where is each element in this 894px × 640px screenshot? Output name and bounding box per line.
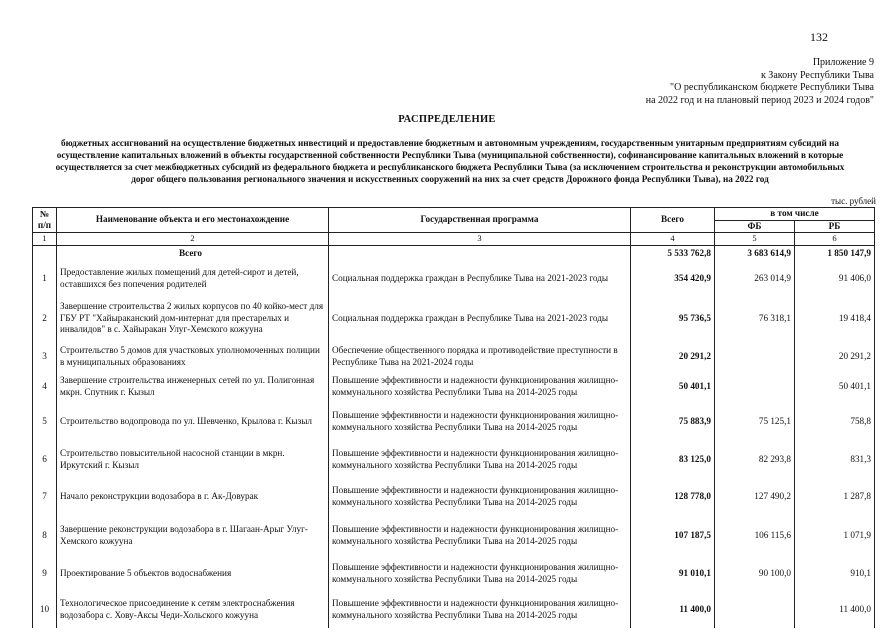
row-program: Повышение эффективности и надежности функционирования жилищно-коммунального хозяйства Республики Тыва на 2014-2025 годы (329, 516, 631, 556)
subtitle-line: дорог общего пользования регионального значения и искусственных сооружений на них за счет средств Дорожного фонда Республики Тыва), на 2022 год (131, 174, 769, 184)
annex-line: на 2022 год и на плановый период 2023 и 2024 годов" (645, 94, 874, 106)
table-row (33, 402, 875, 442)
row-number: 9 (33, 556, 57, 592)
subtitle-line: осуществление капитальных вложений в объекты государственной собственности Республики Тыва (муниципальной собственности), софинансирование капитальных вложений в которые (56, 150, 844, 160)
grand-total-rb: 1 850 147,9 (795, 245, 875, 262)
row-rb: 910,1 (795, 556, 875, 592)
row-program: Повышение эффективности и надежности функционирования жилищно-коммунального хозяйства Республики Тыва на 2014-2025 годы (329, 372, 631, 402)
row-number: 6 (33, 442, 57, 478)
column-number: 2 (57, 233, 329, 246)
row-fb: 75 125,1 (715, 402, 795, 442)
grand-total-fb: 3 683 614,9 (715, 245, 795, 262)
row-rb: 831,3 (795, 442, 875, 478)
table-row (33, 262, 875, 296)
row-object: Проектирование 5 объектов водоснабжения (57, 556, 329, 592)
row-program: Повышение эффективности и надежности функционирования жилищно-коммунального хозяйства Республики Тыва на 2014-2025 годы (329, 592, 631, 628)
budget-table (32, 207, 875, 628)
row-number: 7 (33, 478, 57, 516)
annex-line: Приложение 9 (812, 57, 874, 68)
row-program: Социальная поддержка граждан в Республике Тыва на 2021-2023 годы (329, 262, 631, 296)
column-number: 4 (631, 233, 715, 246)
header-including: в том числе (715, 208, 875, 221)
table-row (33, 592, 875, 628)
row-program: Повышение эффективности и надежности функционирования жилищно-коммунального хозяйства Республики Тыва на 2014-2025 годы (329, 402, 631, 442)
row-total: 91 010,1 (631, 556, 715, 592)
column-number: 5 (715, 233, 795, 246)
row-program: Социальная поддержка граждан в Республике Тыва на 2021-2023 годы (329, 296, 631, 342)
row-total: 354 420,9 (631, 262, 715, 296)
row-number: 4 (33, 372, 57, 402)
row-number: 1 (33, 262, 57, 296)
document-title: РАСПРЕДЕЛЕНИЕ (398, 114, 496, 125)
column-number: 6 (795, 233, 875, 246)
row-total: 20 291,2 (631, 342, 715, 372)
table-row (33, 478, 875, 516)
header-rb: РБ (795, 220, 875, 233)
row-fb (715, 372, 795, 402)
row-fb: 127 490,2 (715, 478, 795, 516)
annex-line: к Закону Республики Тыва (760, 69, 874, 81)
row-number: 10 (33, 592, 57, 628)
row-program: Повышение эффективности и надежности функционирования жилищно-коммунального хозяйства Республики Тыва на 2014-2025 годы (329, 478, 631, 516)
header-program: Государственная программа (329, 208, 631, 233)
row-number: 2 (33, 296, 57, 342)
row-total: 83 125,0 (631, 442, 715, 478)
row-rb: 1 287,8 (795, 478, 875, 516)
row-total: 50 401,1 (631, 372, 715, 402)
row-rb: 91 406,0 (795, 262, 875, 296)
column-number: 3 (329, 233, 631, 246)
row-object: Технологическое присоединение к сетям электроснабжения водозабора с. Хову-Аксы Чеди-Хольского кожууна (57, 592, 329, 628)
row-rb: 1 071,9 (795, 516, 875, 556)
row-total: 128 778,0 (631, 478, 715, 516)
row-total: 75 883,9 (631, 402, 715, 442)
grand-total-row (33, 245, 875, 262)
row-fb (715, 592, 795, 628)
row-rb: 19 418,4 (795, 296, 875, 342)
table-row (33, 296, 875, 342)
column-number: 1 (33, 233, 57, 246)
row-program: Повышение эффективности и надежности функционирования жилищно-коммунального хозяйства Республики Тыва на 2014-2025 годы (329, 442, 631, 478)
row-rb: 20 291,2 (795, 342, 875, 372)
row-rb: 758,8 (795, 402, 875, 442)
header-num: № п/п (33, 208, 57, 233)
page-number: 132 (810, 30, 828, 44)
table-row (33, 342, 875, 372)
row-object: Предоставление жилых помещений для детей-сирот и детей, оставшихся без попечения родителей (57, 262, 329, 296)
row-fb: 76 318,1 (715, 296, 795, 342)
table-row (33, 556, 875, 592)
grand-total-label: Всего (179, 247, 202, 258)
row-object: Строительство водопровода по ул. Шевченко, Крылова г. Кызыл (57, 402, 329, 442)
row-rb: 11 400,0 (795, 592, 875, 628)
row-total: 11 400,0 (631, 592, 715, 628)
annex-header (646, 57, 874, 107)
row-fb: 82 293,8 (715, 442, 795, 478)
header-total: Всего (631, 208, 715, 233)
row-object: Завершение реконструкции водозабора в г. Шагаан-Арыг Улуг-Хемского кожууна (57, 516, 329, 556)
document-subtitle (30, 137, 870, 185)
row-fb: 90 100,0 (715, 556, 795, 592)
row-number: 5 (33, 402, 57, 442)
subtitle-line: осуществляется за счет межбюджетных субсидий из федерального бюджета и республиканского бюджета Республики Тыва (за исключением строительства и реконструкции автомобильных (55, 162, 845, 172)
table-row (33, 516, 875, 556)
row-total: 107 187,5 (631, 516, 715, 556)
table-row (33, 442, 875, 478)
row-number: 8 (33, 516, 57, 556)
annex-line: "О республиканском бюджете Республики Тыва (670, 82, 874, 93)
row-program: Повышение эффективности и надежности функционирования жилищно-коммунального хозяйства Республики Тыва на 2014-2025 годы (329, 556, 631, 592)
subtitle-line: бюджетных ассигнований на осуществление бюджетных инвестиций и предоставление бюджетным и автономным учреждениям, государственным унитарным предприятиям субсидий на (61, 138, 839, 148)
units-label: тыс. рублей (831, 196, 876, 206)
row-number: 3 (33, 342, 57, 372)
row-fb (715, 342, 795, 372)
row-total: 95 736,5 (631, 296, 715, 342)
grand-total-value: 5 533 762,8 (631, 245, 715, 262)
header-fb: ФБ (715, 220, 795, 233)
row-rb: 50 401,1 (795, 372, 875, 402)
row-program: Обеспечение общественного порядка и противодействие преступности в Республике Тыва на 2021-2024 годы (329, 342, 631, 372)
row-fb: 106 115,6 (715, 516, 795, 556)
row-object: Завершение строительства 2 жилых корпусов по 40 койко-мест для ГБУ РТ "Хайыраканский дом-интернат для престарелых и инвалидов" в с. Хайыракан Улуг-Хемского кожууна (57, 296, 329, 342)
header-object: Наименование объекта и его местонахождение (57, 208, 329, 233)
row-object: Строительство повысительной насосной станции в мкрн. Иркутский г. Кызыл (57, 442, 329, 478)
row-object: Начало реконструкции водозабора в г. Ак-Довурак (57, 478, 329, 516)
row-object: Строительство 5 домов для участковых уполномоченных полиции в муниципальных образованиях (57, 342, 329, 372)
table-row (33, 372, 875, 402)
row-object: Завершение строительства инженерных сетей по ул. Полигонная мкрн. Спутник г. Кызыл (57, 372, 329, 402)
row-fb: 263 014,9 (715, 262, 795, 296)
